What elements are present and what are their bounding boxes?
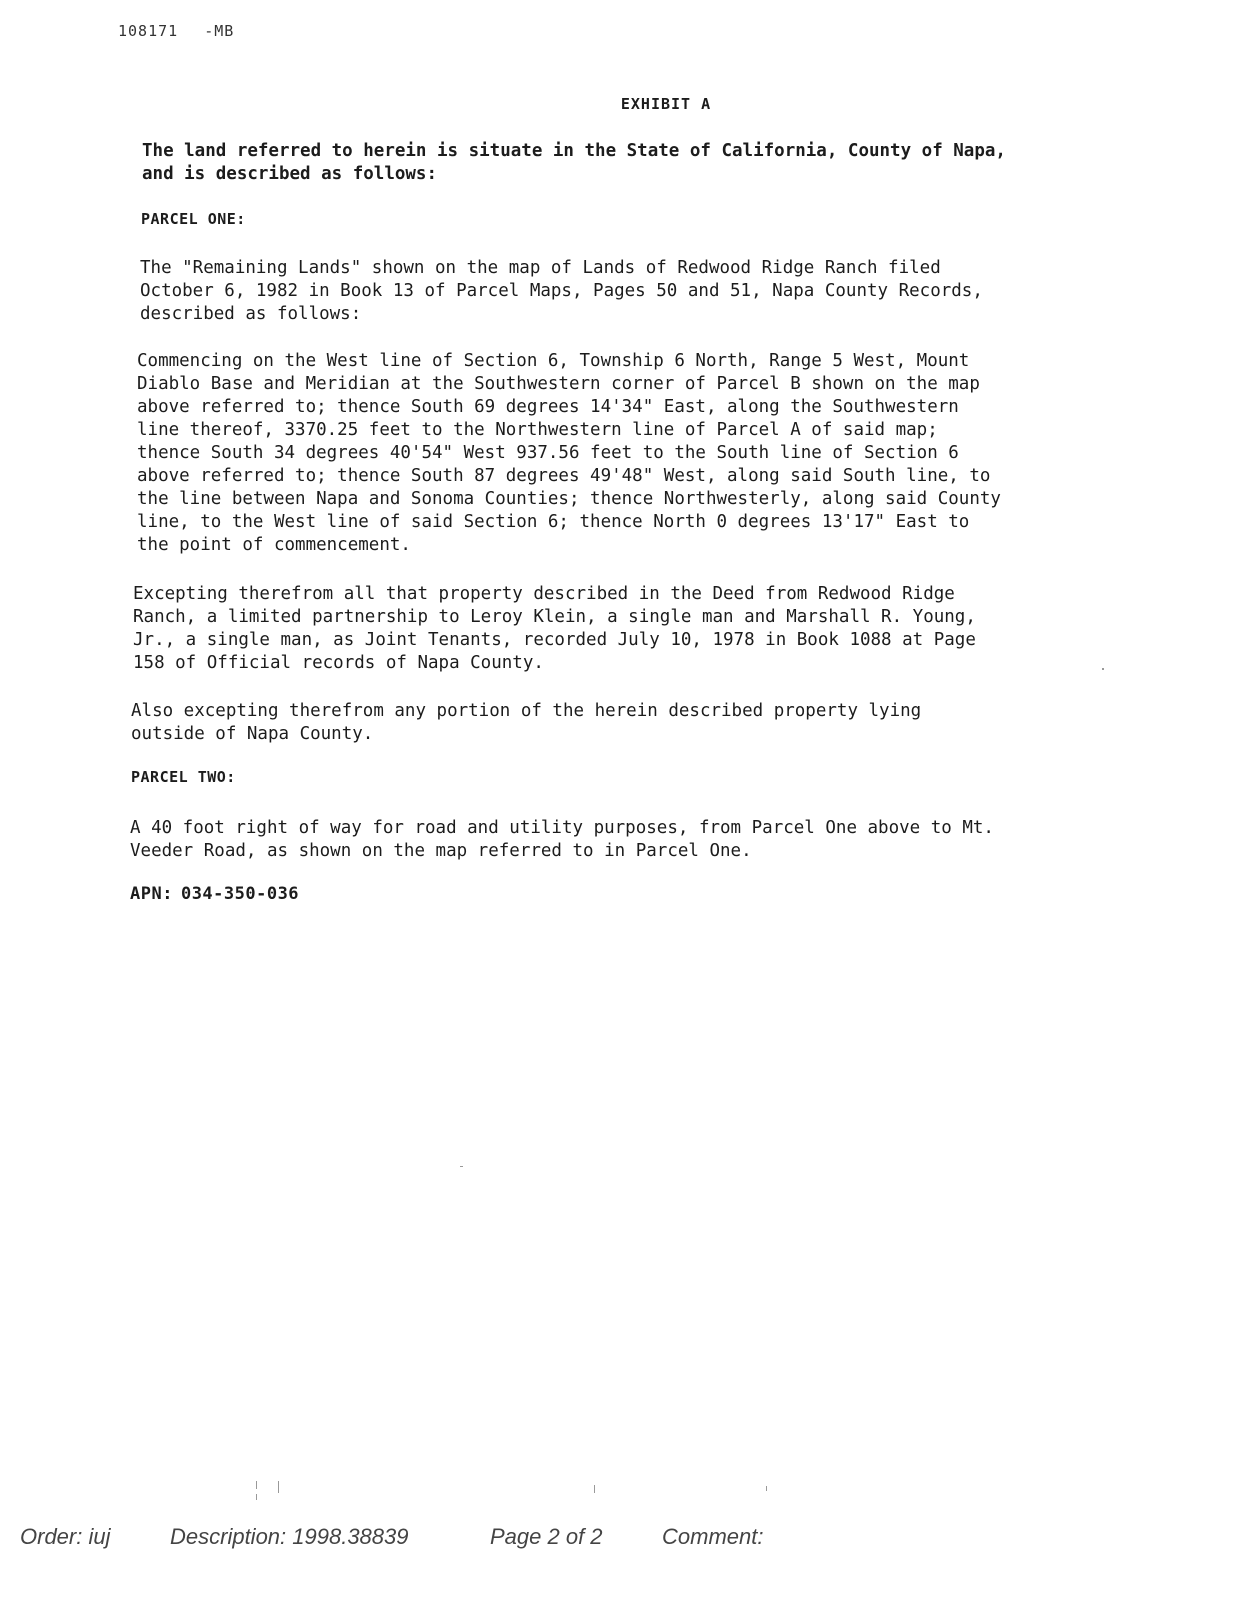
parcel-one-paragraph-1: The "Remaining Lands" shown on the map of Lands of Redwood Ridge Ranch filed October 6, 1982 in Book 13 of Parcel Maps, Pages 50 and 51, Napa County Records, described as follows: [140, 258, 983, 324]
footer-description: Description: 1998.38839 [170, 1524, 409, 1549]
scan-mark [766, 1486, 767, 1491]
footer-bar [0, 1520, 1246, 1560]
parcel-one-paragraph-4: Also excepting therefrom any portion of the herein described property lying outside of Napa County. [131, 701, 922, 744]
scan-mark [278, 1481, 279, 1493]
scan-mark [594, 1485, 595, 1493]
parcel-one-paragraph-3: Excepting therefrom all that property described in the Deed from Redwood Ridge Ranch, a limited partnership to Leroy Klein, a single man and Marshall R. Young, Jr., a single man, as Joint Tenants, recorded July 10, 1978 in Book 1088 at Page 158 of Official records of Napa County. [133, 584, 976, 673]
parcel-one-heading: PARCEL ONE: [141, 210, 246, 228]
document-id [118, 22, 234, 40]
exhibit-title: EXHIBIT A [620, 95, 712, 113]
parcel-two-heading: PARCEL TWO: [131, 768, 236, 786]
apn-label: APN: [130, 884, 173, 904]
scan-mark [460, 1166, 463, 1167]
footer-comment: Comment: [662, 1524, 764, 1549]
document-code: 108171 [118, 22, 179, 40]
apn-line [130, 884, 299, 904]
scan-mark [256, 1494, 257, 1500]
parcel-one-paragraph-2: Commencing on the West line of Section 6, Township 6 North, Range 5 West, Mount Diablo Base and Meridian at the Southwestern corner of Parcel B shown on the map above referred to; thence South 69 degrees 14'34" East, along the Southwestern line thereof, 3370.25 feet to the Northwestern line of Parcel A of said map; thence South 34 degrees 40'54" West 937.56 feet to the South line of Section 6 above referred to; thence South 87 degrees 49'48" West, along said South line, to the line between Napa and Sonoma Counties; thence Northwesterly, along said County line, to the West line of said Section 6; thence North 0 degrees 13'17" East to the point of commencement. [137, 351, 1001, 555]
apn-value: 034-350-036 [180, 884, 300, 904]
document-suffix: -MB [204, 22, 235, 40]
intro-paragraph: The land referred to herein is situate in the State of California, County of Napa, and is described as follows: [142, 141, 1006, 184]
footer-page-number: Page 2 of 2 [490, 1524, 603, 1549]
parcel-two-paragraph-1: A 40 foot right of way for road and utility purposes, from Parcel One above to Mt. Veeder Road, as shown on the map referred to in Parcel One. [130, 818, 994, 861]
scan-mark [1102, 668, 1104, 670]
scan-mark [256, 1481, 257, 1489]
footer-order: Order: iuj [20, 1524, 111, 1549]
